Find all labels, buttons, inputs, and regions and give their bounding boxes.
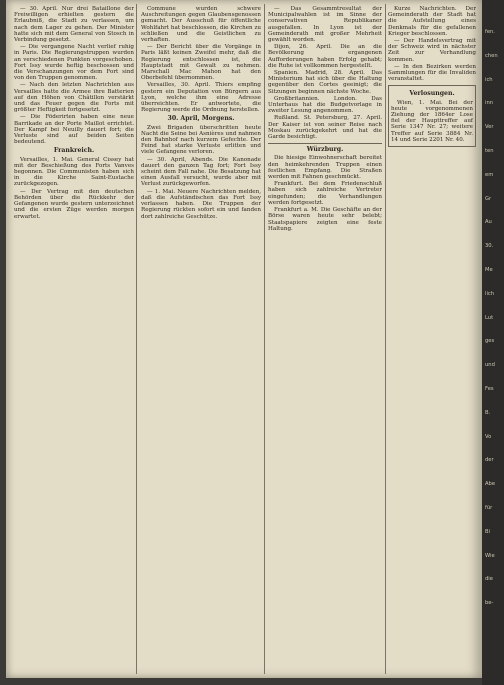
edge-fragments xyxy=(485,30,501,625)
col1-para: — Die vergangene Nacht verlief ruhig in Paris. Die Regierungstruppen wurden an verschiedenen Punkten vorgeschoben. Fort Issy wurde heftig beschossen und die Verschanzungen vor dem Fort sind von den Truppen genommen. xyxy=(14,44,134,82)
col1-para: Versailles, 1. Mai. General Cissey hat mit der Beschießung des Forts Vanves begonnen. Die Communisten haben sich in die Kirche Saint-Eustache zurückgezogen. xyxy=(14,156,134,188)
col4-para: — In den Bezirken werden Sammlungen für die Invaliden veranstaltet. xyxy=(388,63,476,83)
col2-para: Commune wurden schwere Auschreitungen gegen Glaubensgenossen gemacht. Der Ausschuß für öffentliche Wohlfahrt hat beschlossen, die Kirchen zu schließen und die Geistlichen zu verhaften. xyxy=(141,6,261,44)
column-4 xyxy=(388,6,476,672)
edge-fragment: inn xyxy=(485,100,494,107)
column-rule xyxy=(264,4,265,674)
column-3 xyxy=(268,6,382,672)
col3-para: Dijon, 26. April. Die an die Bevölkerung ergangenen Aufforderungen haben Erfolg gehabt; die Ruhe ist vollkommen hergestellt. xyxy=(268,44,382,69)
edge-fragment: und xyxy=(485,362,495,369)
col2-heading: 30. April, Morgens. xyxy=(167,115,235,123)
col3-para: Die hiesige Einwohnerschaft bereitet den heimkehrenden Truppen einen festlichen Empfang. Die Straßen werden mit Fahnen geschmückt. xyxy=(268,155,382,181)
edge-fragment: Abe xyxy=(485,481,496,488)
edge-fragment: Vo xyxy=(485,433,492,440)
col2-para: Zwei Brigaden überschritten heute Nacht die Seine bei Asnières und nahmen den Bahnhof nach kurzem Gefechte. Der Feind hat starke Verluste erlitten und viele Gefangene verloren. xyxy=(141,124,261,156)
edge-fragment: Bi xyxy=(485,528,491,535)
col3-para: — Das Gesammtresultat der Municipalwahlen ist im Sinne der conservativen Republikaner ausgefallen. In Lyon ist der Gemeinderath mit großer Mehrheit gewählt worden. xyxy=(268,6,382,44)
lottery-box xyxy=(388,85,476,147)
col1-para: — Der Vertrag mit den deutschen Behörden über die Rückkehr der Gefangenen wurde gestern unterzeichnet und die ersten Züge werden morgen erwartet. xyxy=(14,188,134,220)
column-rule xyxy=(385,4,386,674)
adjacent-page-edge xyxy=(482,0,504,685)
col3-para: Frankfurt. Bei dem Friedenschluß haben sich zahlreiche Vertreter eingefunden; die Verhandlungen werden fortgesetzt. xyxy=(268,181,382,206)
column-2 xyxy=(141,6,261,672)
edge-fragment: Me xyxy=(485,266,493,273)
column-rule xyxy=(136,4,137,674)
col4-para: Kurze Nachrichten. Der Gemeinderath der Stadt hat die Aufstellung eines Denkmals für die gefallenen Krieger beschlossen. xyxy=(388,6,476,37)
col2-para: Versailles, 30. April. Thiers empfing gestern ein Deputation von Bürgern aus Lyon, welche ihm eine Adresse überreichten. Er antwortete, die Regierung werde die Ordnung herstellen. xyxy=(141,82,261,114)
edge-fragment: 30. xyxy=(485,243,494,250)
edge-fragment: für xyxy=(485,504,493,511)
edge-fragment: Ver xyxy=(485,124,494,131)
edge-fragment: Au xyxy=(485,219,492,226)
edge-fragment: ich xyxy=(485,76,493,83)
col1-para: — Nach den letzten Nachrichten aus Versailles hatte die Armee ihre Batterien auf den Höhen von Châtillon verstärkt und das Feuer gegen die Forts mit größter Heftigkeit fortgesetzt. xyxy=(14,82,134,114)
col1-para: — Die Föderirten haben eine neue Barrikade an der Porte Maillot errichtet. Der Kampf bei Neuilly dauert fort; die Verluste sind auf beiden Seiten bedeutend. xyxy=(14,114,134,146)
edge-fragment: fen. xyxy=(485,29,495,35)
column-1 xyxy=(14,6,134,672)
col3-para: Frankfurt a. M. Die Geschäfte an der Börse waren heute sehr belebt; Staatspapiere zeigten eine feste Haltung. xyxy=(268,207,382,232)
lottery-text: Wien, 1. Mai. Bei der heute vorgenommenen Ziehung der 1864er Lose fiel der Haupttreffer auf Serie 1347 Nr. 27; weitere Treffer auf Serie 3884 Nr. 14 und Serie 2201 Nr. 40. xyxy=(391,99,473,143)
edge-fragment: ten xyxy=(485,147,494,154)
edge-fragment: chen xyxy=(485,52,498,59)
col3-heading: Würzburg. xyxy=(306,146,344,154)
col4-para: — Der Handelsvertrag mit der Schweiz wird in nächster Zeit zur Verhandlung kommen. xyxy=(388,38,476,63)
edge-fragment: Lut xyxy=(485,314,494,321)
lottery-title: Verlosungen. xyxy=(409,90,455,98)
edge-fragment: der xyxy=(485,457,494,464)
newspaper-page xyxy=(6,0,482,678)
col3-para: Spanien. Madrid, 28. April. Das Ministerium hat sich über die Haltung gegenüber den Cortes geeinigt; die Sitzungen beginnen nächste Woche. xyxy=(268,70,382,95)
edge-fragment: Wie xyxy=(485,552,495,559)
edge-fragment: be- xyxy=(485,600,494,607)
section-divider xyxy=(268,143,382,144)
edge-fragment: ges xyxy=(485,338,495,345)
edge-fragment: B. xyxy=(485,409,491,416)
edge-fragment: lich xyxy=(485,290,495,297)
col1-heading: Frankreich. xyxy=(53,147,95,155)
col2-para: — 30. April, Abends. Die Kanonade dauert den ganzen Tag fort; Fort Issy scheint dem Fall nahe. Die Besatzung hat einen Ausfall versucht, wurde aber mit Verlust zurückgeworfen. xyxy=(141,156,261,188)
col3-para: Rußland. St. Petersburg, 27. April. Der Kaiser ist von seiner Reise nach Moskau zurückgekehrt und hat die Garde besichtigt. xyxy=(268,115,382,141)
col3-para: Großbritannien. London. Das Unterhaus hat die Budgetvorlage in zweiter Lesung angenommen. xyxy=(268,95,382,115)
edge-fragment: die xyxy=(485,576,493,583)
edge-fragment: Fes xyxy=(485,385,494,392)
col2-para: — Der Bericht über die Vorgänge in Paris läßt keinen Zweifel mehr, daß die Regierung entschlossen ist, die Hauptstadt mit Gewalt zu nehmen. Marschall Mac Mahon hat den Oberbefehl übernommen. xyxy=(141,44,261,82)
edge-fragment: Gr xyxy=(485,195,492,202)
edge-fragment: em xyxy=(485,171,494,178)
col2-para: — 1. Mai. Neuere Nachrichten melden, daß die Aufständischen das Fort Issy verlassen haben. Die Truppen der Regierung rückten sofort ein und fanden dort zahlreiche Geschütze. xyxy=(141,188,261,220)
col1-para: — 30. April. Nur drei Bataillone der Freiwilligen erhielten gestern die Erlaubniß, die Stadt zu verlassen, um nach dem Lager zu gehen. Der Minister hatte sich mit dem General von Stosch in Verbindung gesetzt. xyxy=(14,6,134,44)
